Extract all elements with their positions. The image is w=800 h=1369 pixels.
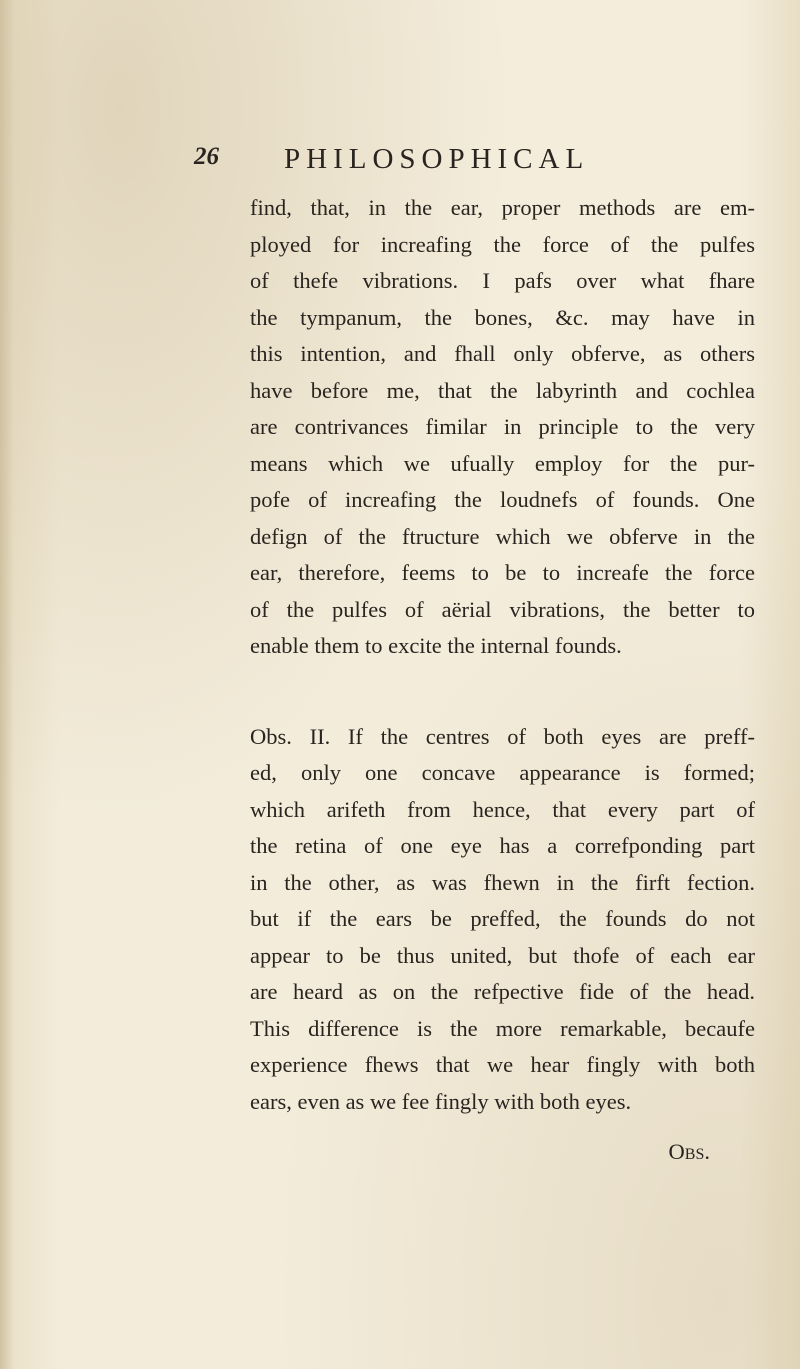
text-line: defign of the ftructure which we obferve in the: [250, 523, 755, 549]
page-gutter-shadow: [0, 0, 14, 1369]
text-line: but if the ears be preffed, the founds do not: [250, 906, 755, 931]
text-line: ployed for increafing the force of the pulfes: [250, 231, 755, 257]
catchword: Obs.: [668, 1139, 710, 1164]
text-line: Obs. II. If the centres of both eyes are preff-: [250, 723, 755, 749]
text-line: which arifeth from hence, that every part of: [250, 796, 755, 822]
text-line: find, that, in the ear, proper methods are em-: [250, 195, 755, 220]
paragraph-1: [250, 190, 755, 665]
body-text: [250, 190, 755, 1180]
text-line: This difference is the more remarkable, becaufe: [250, 1015, 755, 1041]
text-line: ear, therefore, feems to be to increafe the force: [250, 560, 755, 585]
paragraph-2: [250, 719, 755, 1121]
text-line: ed, only one concave appearance is formed;: [250, 760, 755, 785]
text-line: of the pulfes of aërial vibrations, the better to: [250, 596, 755, 622]
page-number: 26: [194, 143, 219, 170]
text-line: experience fhews that we hear fingly with both: [250, 1052, 755, 1077]
text-line: are heard as on the refpective fide of the head.: [250, 979, 755, 1004]
text-line: are contrivances fimilar in principle to the very: [250, 414, 755, 439]
text-line: pofe of increafing the loudnefs of founds. One: [250, 487, 755, 512]
running-head: PHILOSOPHICAL: [284, 143, 590, 175]
text-line: means which we ufually employ for the pur-: [250, 450, 755, 476]
text-line: in the other, as was fhewn in the firft fection.: [250, 869, 755, 895]
text-line: ears, even as we fee fingly with both eyes.: [250, 1088, 632, 1114]
text-line: of thefe vibrations. I pafs over what fhare: [250, 268, 755, 293]
text-line: this intention, and fhall only obferve, as others: [250, 341, 755, 366]
page-header: [194, 143, 754, 183]
text-line: enable them to excite the internal founds.: [250, 633, 622, 658]
paragraph-gap: [250, 665, 755, 719]
text-line: appear to be thus united, but thofe of each ear: [250, 942, 755, 968]
text-line: the tympanum, the bones, &c. may have in: [250, 304, 755, 330]
text-line: the retina of one eye has a correfponding part: [250, 833, 755, 858]
text-line: have before me, that the labyrinth and cochlea: [250, 377, 755, 403]
catchword-row: [250, 1124, 755, 1180]
